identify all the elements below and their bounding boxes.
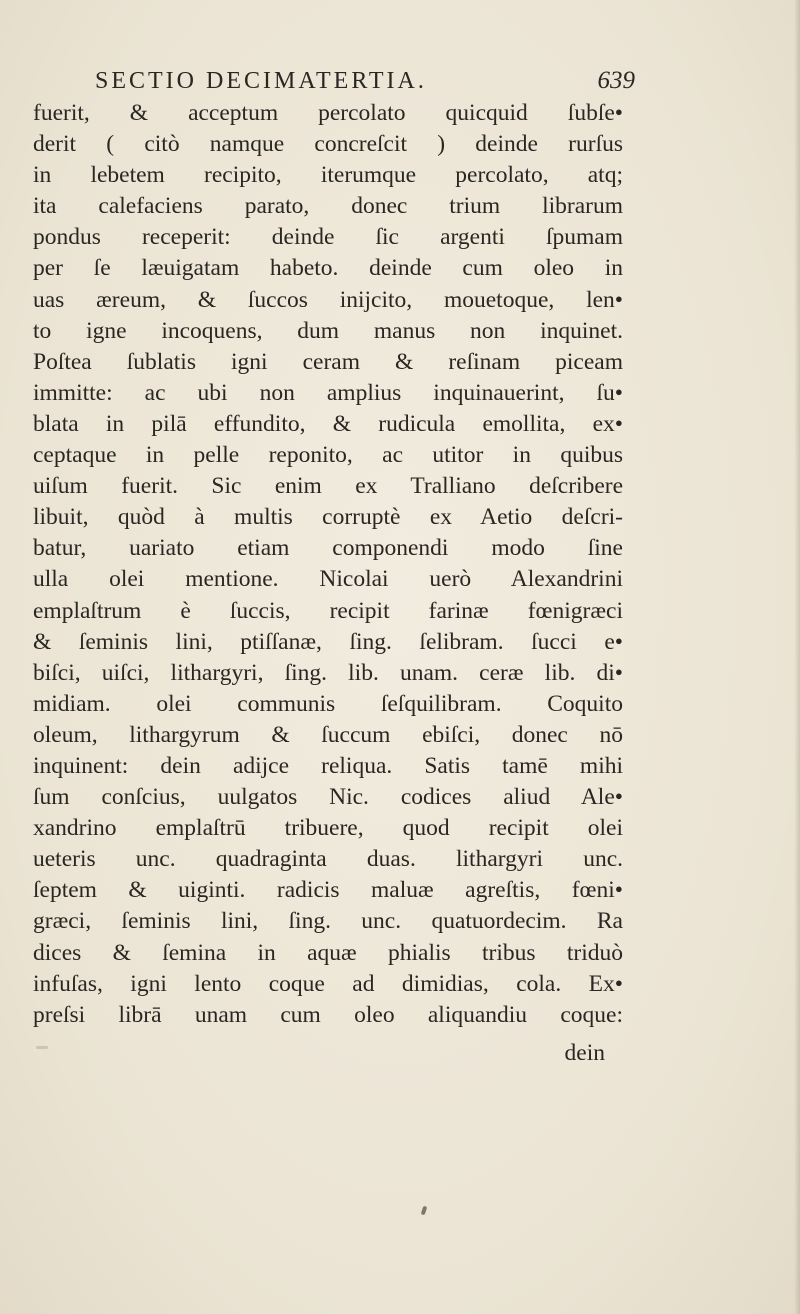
text-line: derit ( citò namque concreſcit ) deinde rurſus: [33, 131, 623, 158]
text-line: biſci, uiſci, lithargyri, ſing. lib. unam. ceræ lib. di•: [33, 659, 623, 686]
text-line: midiam. olei communis ſeſquilibram. Coquito: [33, 690, 623, 717]
text-line: ulla olei mentione. Nicolai uerò Alexandrini: [33, 566, 623, 593]
running-head-title: SECTIO DECIMATERTIA.: [95, 68, 427, 94]
text-line: xandrino emplaſtrū tribuere, quod recipit olei: [33, 815, 623, 842]
text-line: per ſe læuigatam habeto. deinde cum oleo in: [33, 255, 623, 282]
page-edge-shadow: [794, 0, 800, 1314]
text-line: to igne incoquens, dum manus non inquinet.: [33, 317, 623, 344]
text-line: uiſum fuerit. Sic enim ex Tralliano deſcribere: [33, 473, 623, 500]
text-line: ſum conſcius, uulgatos Nic. codices aliud Ale•: [33, 784, 623, 811]
text-line: preſsi librā unam cum oleo aliquandiu coque:: [33, 1001, 623, 1028]
body-text: [33, 98, 623, 1031]
text-line: uas æreum, & ſuccos inijcito, mouetoque, len•: [33, 286, 623, 313]
text-line: ſeptem & uiginti. radicis maluæ agreſtis, fœni•: [33, 877, 623, 904]
catchword: dein: [564, 1040, 605, 1066]
text-line: batur, uariato etiam componendi modo ſine: [33, 535, 623, 562]
text-line: græci, ſeminis lini, ſing. unc. quatuordecim. Ra: [33, 908, 623, 935]
text-line: blata in pilā effundito, & rudicula emollita, ex•: [33, 410, 623, 437]
text-line: libuit, quòd à multis corruptè ex Aetio deſcri-: [33, 504, 623, 531]
page-number: 639: [597, 67, 635, 94]
text-line: ceptaque in pelle reponito, ac utitor in quibus: [33, 442, 623, 469]
text-line: infuſas, igni lento coque ad dimidias, cola. Ex•: [33, 970, 623, 997]
text-line: fuerit, & acceptum percolato quicquid ſubſe•: [33, 100, 623, 126]
text-line: oleum, lithargyrum & ſuccum ebiſci, donec nō: [33, 721, 623, 748]
text-line: ita calefaciens parato, donec trium librarum: [33, 193, 623, 220]
text-line: inquinent: dein adijce reliqua. Satis tamē mihi: [33, 752, 623, 779]
text-line: Poſtea ſublatis igni ceram & reſinam piceam: [33, 348, 623, 375]
text-line: emplaſtrum è ſuccis, recipit farinæ fœnigræci: [33, 597, 623, 624]
text-line: pondus receperit: deinde ſic argenti ſpumam: [33, 224, 623, 251]
paper-smudge: [36, 1046, 48, 1049]
text-line: & ſeminis lini, ptiſſanæ, ſing. ſelibram. ſucci e•: [33, 628, 623, 655]
ink-mark: [421, 1206, 428, 1216]
running-head: [95, 66, 635, 100]
text-line: in lebetem recipito, iterumque percolato, atq;: [33, 162, 623, 189]
text-line: immitte: ac ubi non amplius inquinauerint, ſu•: [33, 379, 623, 406]
text-line: dices & ſemina in aquæ phialis tribus triduò: [33, 939, 623, 966]
text-line: ueteris unc. quadraginta duas. lithargyri unc.: [33, 846, 623, 873]
